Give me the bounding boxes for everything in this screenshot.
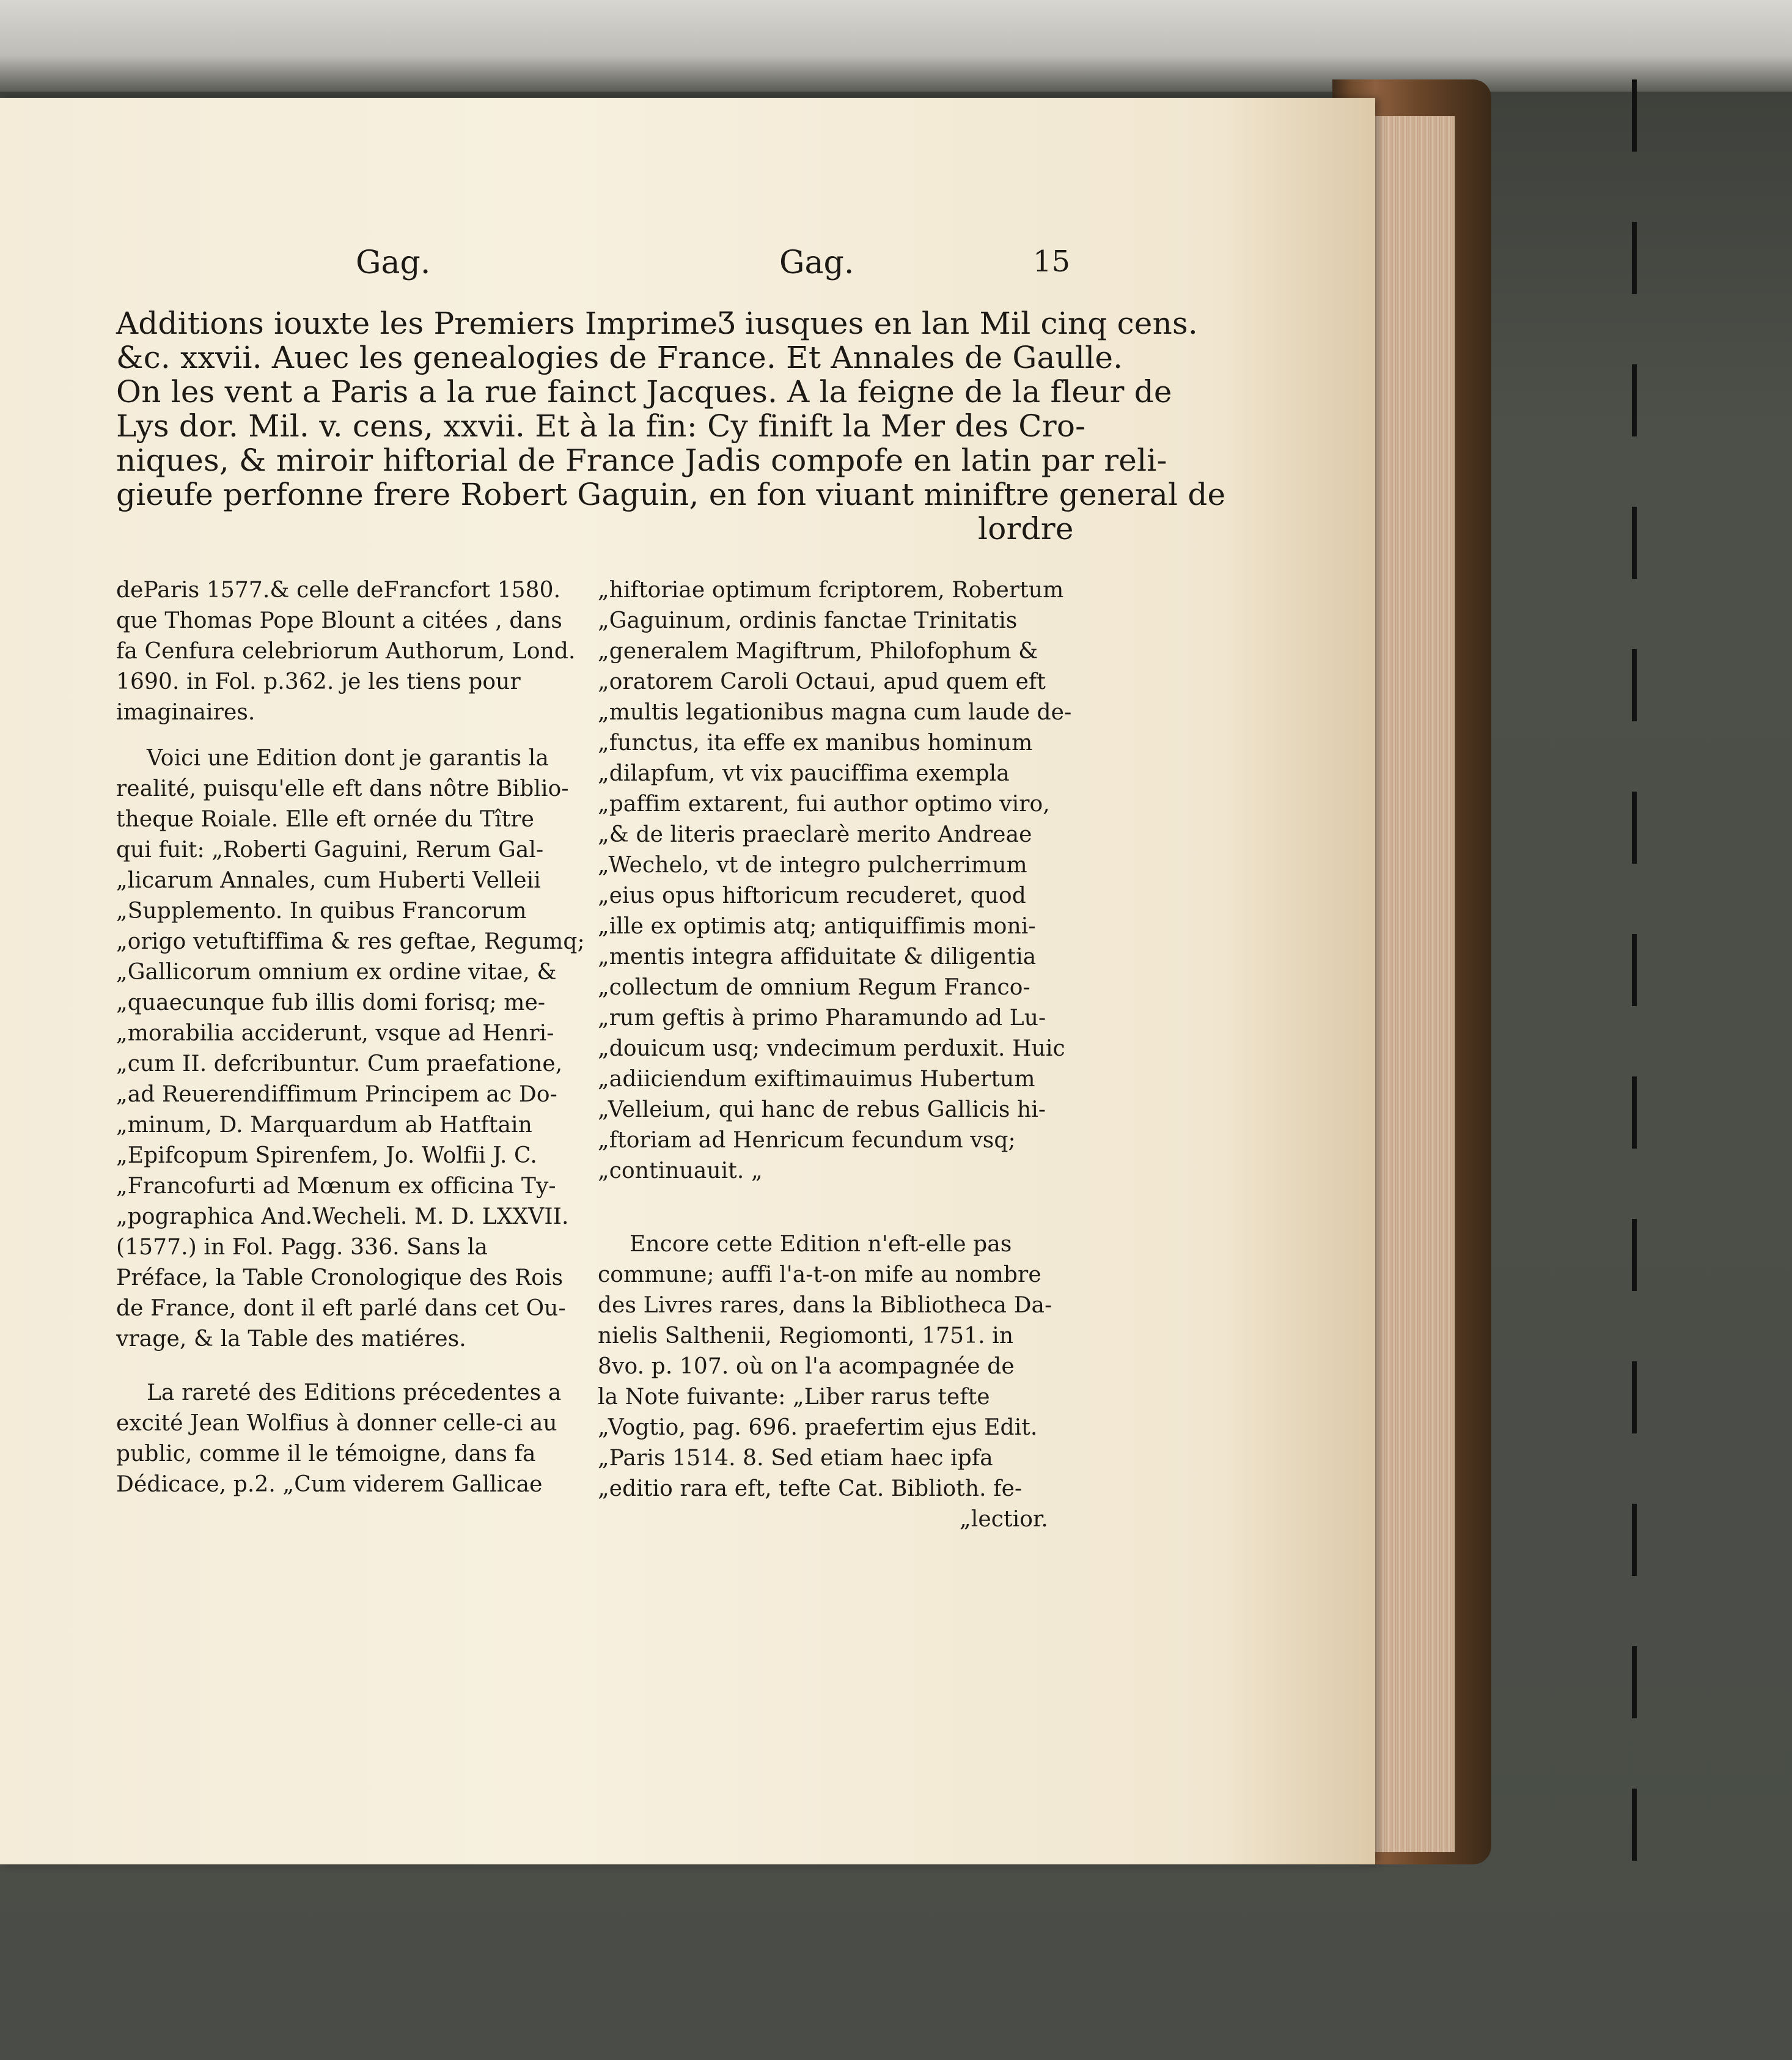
title-line: niques, & miroir hiftorial de France Jadis compofe en latin par reli- bbox=[116, 443, 1167, 478]
left-column-line: „morabilia acciderunt, vsque ad Henri- bbox=[116, 1021, 554, 1046]
left-column-line: (1577.) in Fol. Pagg. 336. Sans la bbox=[116, 1235, 488, 1260]
cut-mark bbox=[1632, 79, 1637, 152]
cut-mark bbox=[1632, 792, 1637, 864]
running-head-center: Gag. bbox=[779, 245, 854, 281]
left-column-line: vrage, & la Table des matiéres. bbox=[116, 1326, 466, 1352]
right-column-line: des Livres rares, dans la Bibliotheca Da- bbox=[598, 1293, 1052, 1318]
right-column-line: „generalem Magiftrum, Philofophum & bbox=[598, 639, 1038, 664]
right-column-line: „Wechelo, vt de integro pulcherrimum bbox=[598, 853, 1027, 878]
cut-mark bbox=[1632, 222, 1637, 294]
left-column-line: „ad Reuerendiffimum Principem ac Do- bbox=[116, 1082, 557, 1107]
right-column-line: „collectum de omnium Regum Franco- bbox=[598, 975, 1030, 1000]
right-column-line: „multis legationibus magna cum laude de- bbox=[598, 700, 1072, 725]
left-column-line: „pographica And.Wecheli. M. D. LXXVII. bbox=[116, 1204, 569, 1229]
page-fore-edge bbox=[1363, 116, 1455, 1852]
left-column-line: de France, dont il eft parlé dans cet Ou- bbox=[116, 1296, 566, 1321]
right-column-line: „& de literis praeclarè merito Andreae bbox=[598, 822, 1032, 847]
right-column-line: nielis Salthenii, Regiomonti, 1751. in bbox=[598, 1323, 1014, 1348]
left-column-line: „Supplemento. In quibus Francorum bbox=[116, 899, 527, 924]
title-line: lordre bbox=[978, 511, 1074, 546]
right-column-line: „lectior. bbox=[960, 1507, 1048, 1532]
right-column-line: „editio rara eft, tefte Cat. Biblioth. fe- bbox=[598, 1476, 1023, 1501]
left-column-line: „origo vetuftiffima & res geftae, Regumq; bbox=[116, 929, 585, 954]
right-column-line: Encore cette Edition n'eft-elle pas bbox=[630, 1232, 1012, 1257]
left-column-line: 1690. in Fol. p.362. je les tiens pour bbox=[116, 669, 521, 694]
right-column-line: „continuauit. „ bbox=[598, 1158, 763, 1183]
running-head-left: Gag. bbox=[356, 245, 431, 281]
cut-mark bbox=[1632, 364, 1637, 436]
left-column-line: fa Cenfura celebriorum Authorum, Lond. bbox=[116, 639, 576, 664]
right-column-line: la Note fuivante: „Liber rarus tefte bbox=[598, 1385, 990, 1410]
right-column-line: „paffim extarent, fui author optimo viro, bbox=[598, 792, 1050, 817]
cut-mark bbox=[1632, 1076, 1637, 1149]
page-number: 15 bbox=[1033, 245, 1071, 279]
title-line: On les vent a Paris a la rue fainct Jacques. A la feigne de la fleur de bbox=[116, 374, 1172, 410]
cut-mark bbox=[1632, 934, 1637, 1006]
title-line: gieufe perfonne frere Robert Gaguin, en fon viuant miniftre general de bbox=[116, 477, 1226, 512]
right-column-line: „Velleium, qui hanc de rebus Gallicis hi- bbox=[598, 1097, 1046, 1122]
left-column-line: deParis 1577.& celle deFrancfort 1580. bbox=[116, 578, 561, 603]
left-column-line: „licarum Annales, cum Huberti Velleii bbox=[116, 868, 541, 893]
left-column-line: „quaecunque fub illis domi forisq; me- bbox=[116, 990, 546, 1015]
left-column-line: excité Jean Wolfius à donner celle-ci au bbox=[116, 1411, 557, 1436]
right-column-line: „ille ex optimis atq; antiquiffimis moni- bbox=[598, 914, 1036, 939]
left-column-line: „minum, D. Marquardum ab Hatftain bbox=[116, 1113, 532, 1138]
right-column-line: „Paris 1514. 8. Sed etiam haec ipfa bbox=[598, 1446, 993, 1471]
scanner-top-strip bbox=[0, 0, 1792, 92]
left-column-line: „Epifcopum Spirenfem, Jo. Wolfii J. C. bbox=[116, 1143, 537, 1168]
right-column-line: „Vogtio, pag. 696. praefertim ejus Edit. bbox=[598, 1415, 1038, 1440]
right-column-line: „eius opus hiftoricum recuderet, quod bbox=[598, 883, 1026, 908]
cut-mark bbox=[1632, 1646, 1637, 1718]
left-column-line: Préface, la Table Cronologique des Rois bbox=[116, 1265, 564, 1290]
left-column-line: que Thomas Pope Blount a citées , dans bbox=[116, 608, 562, 633]
title-line: &c. xxvii. Auec les genealogies de France. Et Annales de Gaulle. bbox=[116, 340, 1123, 375]
left-column-line: „Gallicorum omnium ex ordine vitae, & bbox=[116, 960, 557, 985]
cut-mark bbox=[1632, 1361, 1637, 1433]
title-line: Lys dor. Mil. v. cens, xxvii. Et à la fin: Cy finift la Mer des Cro- bbox=[116, 408, 1086, 444]
cut-mark bbox=[1632, 1504, 1637, 1576]
cut-mark bbox=[1632, 1219, 1637, 1291]
right-column-line: „ftoriam ad Henricum fecundum vsq; bbox=[598, 1128, 1016, 1153]
right-column-line: „functus, ita effe ex manibus hominum bbox=[598, 730, 1033, 756]
right-column-line: commune; auffi l'a-t-on mife au nombre bbox=[598, 1262, 1041, 1287]
left-column-line: realité, puisqu'elle eft dans nôtre Biblio- bbox=[116, 776, 569, 801]
right-column-line: „rum geftis à primo Pharamundo ad Lu- bbox=[598, 1006, 1046, 1031]
right-column-line: 8vo. p. 107. où on l'a acompagnée de bbox=[598, 1354, 1015, 1379]
cut-marks bbox=[1632, 79, 1640, 1974]
right-column-line: „dilapfum, vt vix pauciffima exempla bbox=[598, 761, 1010, 786]
cut-mark bbox=[1632, 649, 1637, 721]
cut-mark bbox=[1632, 1789, 1637, 1861]
right-column-line: „hiftoriae optimum fcriptorem, Robertum bbox=[598, 578, 1064, 603]
right-column-line: „douicum usq; vndecimum perduxit. Huic bbox=[598, 1036, 1065, 1061]
right-column-line: „oratorem Caroli Octaui, apud quem eft bbox=[598, 669, 1046, 694]
right-column-line: „adiiciendum exiftimauimus Hubertum bbox=[598, 1067, 1035, 1092]
left-column-line: imaginaires. bbox=[116, 700, 255, 725]
left-column-line: „cum II. defcribuntur. Cum praefatione, bbox=[116, 1051, 563, 1076]
right-column-line: „mentis integra affiduitate & diligentia bbox=[598, 944, 1037, 969]
left-column-line: La rareté des Editions précedentes a bbox=[147, 1380, 562, 1405]
title-line: Additions iouxte les Premiers ImprimeƷ iusques en lan Mil cinq cens. bbox=[116, 306, 1198, 341]
left-column-line: Voici une Edition dont je garantis la bbox=[147, 746, 549, 771]
cut-mark bbox=[1632, 507, 1637, 579]
left-column-line: public, comme il le témoigne, dans fa bbox=[116, 1441, 536, 1466]
left-column-line: „Francofurti ad Mœnum ex officina Ty- bbox=[116, 1174, 556, 1199]
left-column-line: theque Roiale. Elle eft ornée du Tître bbox=[116, 807, 535, 832]
left-column-line: Dédicace, p.2. „Cum viderem Gallicae bbox=[116, 1472, 543, 1497]
left-column-line: qui fuit: „Roberti Gaguini, Rerum Gal- bbox=[116, 837, 544, 863]
right-column-line: „Gaguinum, ordinis fanctae Trinitatis bbox=[598, 608, 1018, 633]
